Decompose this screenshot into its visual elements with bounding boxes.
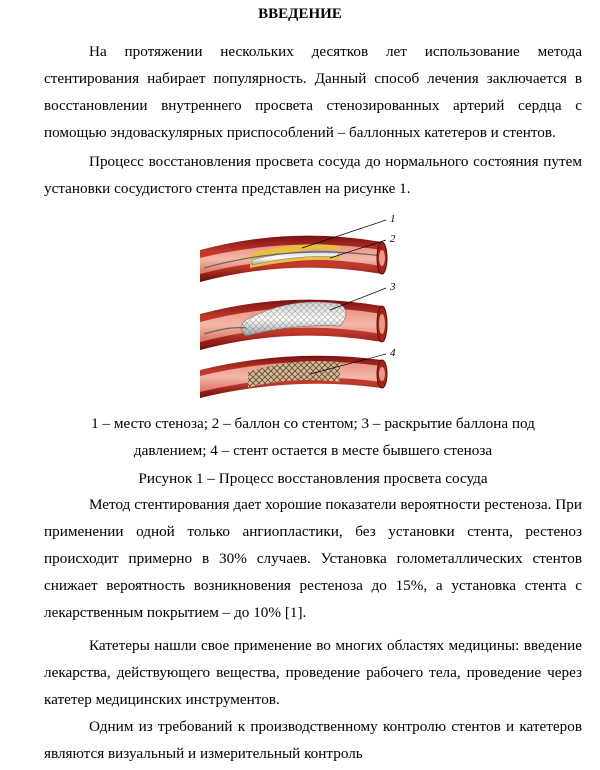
figure-marker-4: 4 xyxy=(390,347,396,359)
figure-marker-2: 2 xyxy=(390,233,396,245)
figure-marker-3: 3 xyxy=(390,281,396,293)
figure-legend: 1 – место стеноза; 2 – баллон со стентом; 3 – раскрытие баллона под давлением; 4 – стент остается в месте бывшего стеноза xyxy=(91,415,535,459)
vessel-stage-1 xyxy=(200,236,387,282)
stent-illustration xyxy=(190,212,410,400)
paragraph-catheters: Катетеры нашли свое применение во многих областях медицины: введение лекарства, действующего вещества, проведение рабочего тела, проведение через катетер медицинских инструментов. xyxy=(44,637,582,708)
paragraph-quality-control: Одним из требований к производственному контролю стентов и катетеров являются визуальный и измерительный контроль xyxy=(44,718,582,762)
paragraph-process: Процесс восстановления просвета сосуда до нормального состояния путем установки сосудистого стента представлен на рисунке 1. xyxy=(44,153,582,197)
paragraph-restenosis: Метод стентирования дает хорошие показатели вероятности рестеноза. При применении одной только ангиопластики, без установки стента, рестеноз происходит примерно в 30% случаев. Установка голометаллических стентов снижает вероятность возникновения рестеноза до 15%, а установка стента с лекарственным покрытием – до 10% [1]. xyxy=(44,496,582,621)
paragraph-intro: На протяжении нескольких десятков лет использование метода стентирования набирает популярность. Данный способ лечения заключается в восстановлении внутреннего просвета стенозированных артерий сердца с помощью эндоваскулярных приспособлений – баллонных катетеров и стентов. xyxy=(44,43,582,141)
vessel-stage-3 xyxy=(200,356,387,398)
figure-marker-1: 1 xyxy=(390,213,396,225)
vessel-stage-2 xyxy=(200,300,387,350)
section-title: ВВЕДЕНИЕ xyxy=(258,6,342,22)
stent-figure xyxy=(190,212,410,400)
figure-caption: Рисунок 1 – Процесс восстановления просвета сосуда xyxy=(138,470,488,487)
